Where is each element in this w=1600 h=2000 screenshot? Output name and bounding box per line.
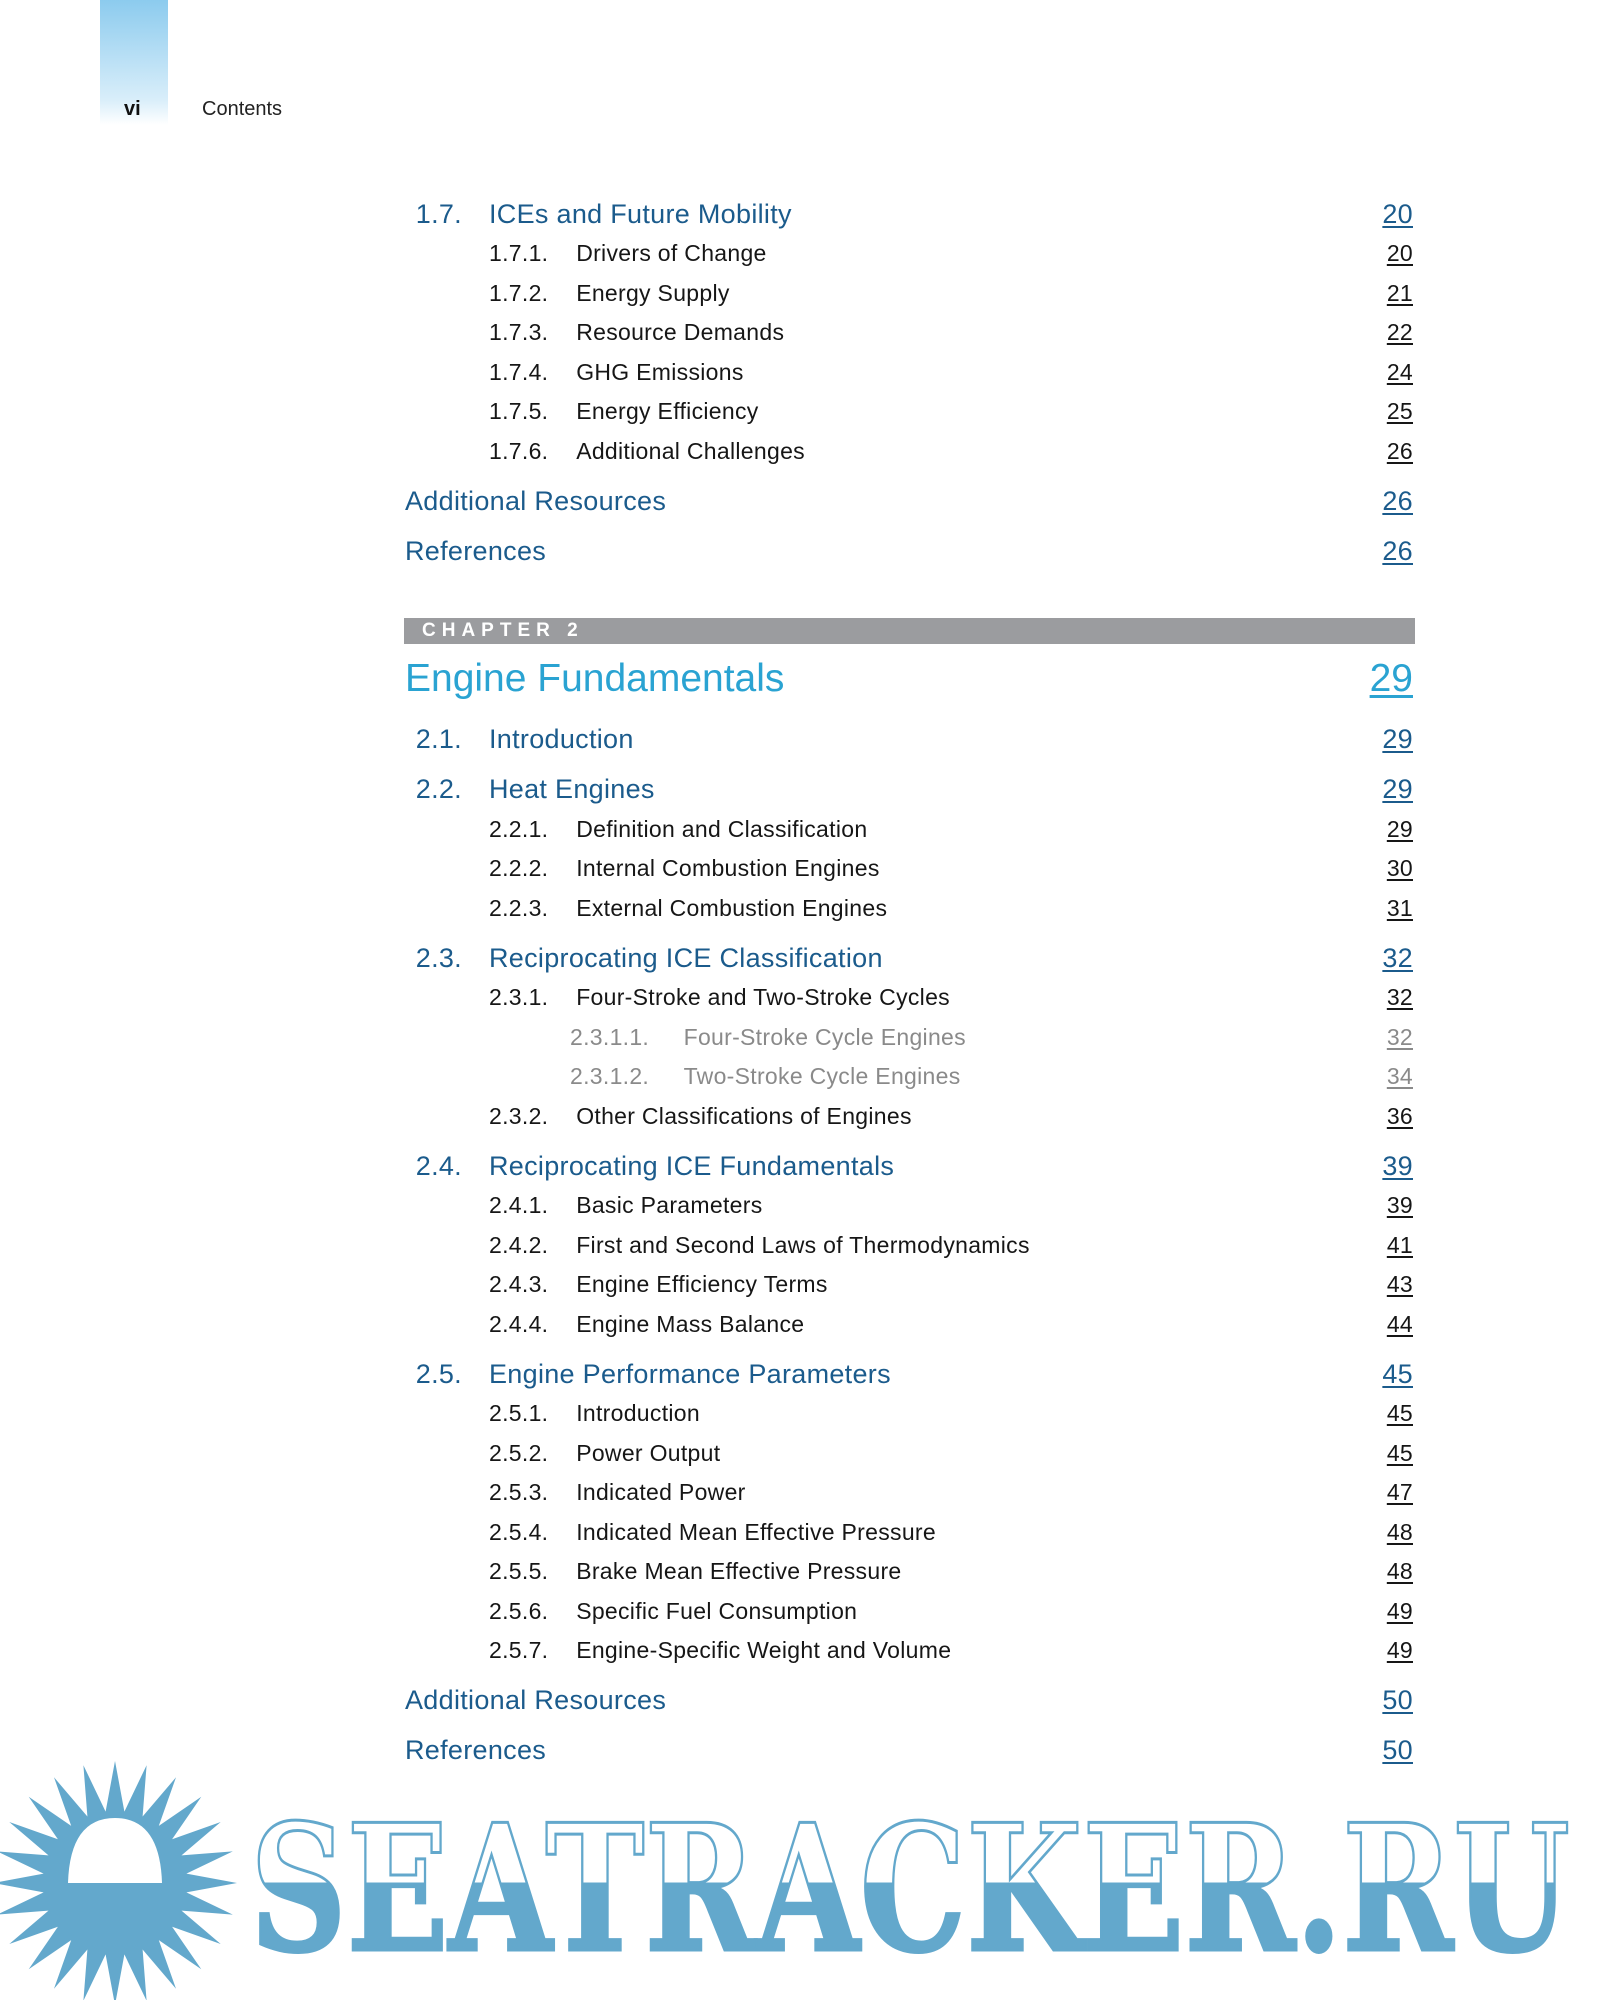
section-number: 2.3. (415, 942, 462, 973)
section-title[interactable]: Introduction (576, 1400, 700, 1426)
section-title[interactable]: Additional Challenges (576, 437, 805, 464)
section-number: 2.5. (415, 1358, 462, 1389)
page-link[interactable]: 26 (1382, 485, 1413, 516)
section-number: 2.4. (415, 1150, 462, 1181)
section-title[interactable]: Four-Stroke Cycle Engines (683, 1023, 966, 1050)
toc-entry[interactable] (0, 1592, 1600, 1632)
page-link[interactable]: 22 (1386, 319, 1413, 345)
toc-entry[interactable] (0, 939, 1600, 979)
toc-entry[interactable] (0, 313, 1600, 353)
page-link[interactable]: 20 (1386, 240, 1413, 266)
section-title[interactable]: Engine Performance Parameters (489, 1358, 891, 1389)
toc-entry[interactable] (0, 532, 1600, 572)
section-title[interactable]: Basic Parameters (576, 1192, 763, 1218)
section-title[interactable]: Power Output (576, 1439, 721, 1466)
chapter-label: CHAPTER 2 (404, 618, 1415, 644)
toc-entry[interactable] (0, 482, 1600, 522)
watermark-logo (0, 1760, 1600, 2000)
section-title[interactable]: Heat Engines (489, 774, 655, 804)
section-title[interactable]: Indicated Mean Effective Pressure (576, 1518, 936, 1545)
page-link[interactable]: 20 (1382, 198, 1413, 229)
section-number: 1.7.1. (489, 240, 549, 266)
section-number: 2.5.6. (489, 1597, 549, 1624)
toc-entry[interactable] (0, 1473, 1600, 1513)
section-number: 2.2. (415, 774, 462, 804)
page-link[interactable]: 50 (1382, 1735, 1413, 1765)
toc-entry[interactable] (0, 1226, 1600, 1266)
section-title[interactable]: Brake Mean Effective Pressure (576, 1558, 902, 1584)
toc-entry[interactable] (0, 1434, 1600, 1474)
page-link[interactable]: 21 (1386, 279, 1413, 306)
page-link[interactable]: 49 (1386, 1597, 1413, 1624)
toc-entry[interactable] (0, 770, 1600, 810)
section-number: 2.4.1. (489, 1192, 549, 1218)
chapter-page-link[interactable]: 29 (1369, 657, 1413, 700)
section-title[interactable]: References (405, 535, 547, 566)
toc-entry[interactable] (0, 234, 1600, 274)
toc-entry[interactable] (0, 1681, 1600, 1721)
section-title[interactable]: Four-Stroke and Two-Stroke Cycles (576, 984, 950, 1010)
toc-entry[interactable] (0, 1186, 1600, 1226)
page-link[interactable]: 32 (1386, 984, 1413, 1010)
table-of-contents (0, 184, 1600, 1771)
page-link[interactable]: 26 (1386, 437, 1413, 464)
page-link[interactable]: 31 (1386, 894, 1413, 921)
toc-entry[interactable] (0, 1057, 1600, 1097)
section-title[interactable]: Engine-Specific Weight and Volume (576, 1637, 952, 1663)
page-link[interactable]: 26 (1382, 535, 1413, 566)
page-link[interactable]: 29 (1382, 774, 1413, 804)
section-number: 1.7. (415, 198, 462, 229)
page-link[interactable]: 32 (1382, 942, 1413, 973)
section-number: 1.7.6. (489, 437, 549, 464)
page-link[interactable]: 25 (1386, 398, 1413, 424)
section-title[interactable]: Additional Resources (405, 485, 667, 516)
page-link[interactable]: 50 (1382, 1685, 1413, 1715)
section-title[interactable]: References (405, 1735, 547, 1765)
section-number: 1.7.5. (489, 398, 549, 424)
section-title[interactable]: Additional Resources (405, 1685, 667, 1715)
section-number: 2.2.2. (489, 855, 549, 881)
section-title[interactable]: Drivers of Change (576, 240, 767, 266)
page-link[interactable]: 41 (1386, 1231, 1413, 1258)
section-title[interactable]: Other Classifications of Engines (576, 1102, 912, 1129)
section-number: 2.3.1.2. (570, 1063, 650, 1089)
section-title[interactable]: GHG Emissions (576, 358, 744, 385)
toc-entry[interactable] (0, 1552, 1600, 1592)
section-title[interactable]: Reciprocating ICE Classification (489, 942, 883, 973)
toc-entry[interactable] (0, 1305, 1600, 1345)
page-link[interactable]: 34 (1386, 1063, 1413, 1089)
page-link[interactable]: 45 (1386, 1439, 1413, 1466)
section-title[interactable]: External Combustion Engines (576, 894, 888, 921)
section-title[interactable]: Energy Efficiency (576, 398, 759, 424)
toc-entry[interactable] (0, 1018, 1600, 1058)
section-number: 2.5.5. (489, 1558, 549, 1584)
page-link[interactable]: 43 (1386, 1271, 1413, 1297)
section-number: 1.7.2. (489, 279, 549, 306)
section-title[interactable]: Reciprocating ICE Fundamentals (489, 1150, 895, 1181)
toc-entry[interactable] (0, 195, 1600, 235)
page-link[interactable]: 45 (1382, 1358, 1413, 1389)
section-title[interactable]: Introduction (489, 724, 634, 754)
page-link[interactable]: 39 (1386, 1192, 1413, 1218)
section-number: 2.4.4. (489, 1310, 549, 1337)
page-link[interactable]: 24 (1386, 358, 1413, 385)
watermark-text: SEATRACKER.RU (250, 1787, 1570, 1992)
toc-entry[interactable] (0, 1513, 1600, 1553)
toc-entry[interactable] (0, 274, 1600, 314)
section-title[interactable]: Specific Fuel Consumption (576, 1597, 858, 1624)
page-link[interactable]: 48 (1386, 1558, 1413, 1584)
section-number: 2.5.3. (489, 1479, 549, 1505)
section-number: 2.5.1. (489, 1400, 549, 1426)
section-title[interactable]: Indicated Power (576, 1479, 746, 1505)
section-number: 2.5.7. (489, 1637, 549, 1663)
toc-entry[interactable] (0, 1265, 1600, 1305)
section-number: 1.7.3. (489, 319, 549, 345)
chapter-title[interactable]: Engine Fundamentals (405, 657, 785, 700)
section-number: 2.2.3. (489, 894, 549, 921)
toc-entry[interactable] (0, 720, 1600, 760)
section-number: 2.5.4. (489, 1518, 549, 1545)
toc-entry[interactable] (0, 1355, 1600, 1395)
section-number: 2.3.2. (489, 1102, 549, 1129)
toc-entry[interactable] (0, 1097, 1600, 1137)
page-link[interactable]: 44 (1386, 1310, 1413, 1337)
toc-entry[interactable] (0, 353, 1600, 393)
section-number: 2.3.1.1. (570, 1023, 650, 1050)
toc-entry[interactable] (0, 392, 1600, 432)
page-link[interactable]: 29 (1382, 724, 1413, 754)
section-number: 2.4.3. (489, 1271, 549, 1297)
page-link[interactable]: 36 (1386, 1102, 1413, 1129)
section-title[interactable]: ICEs and Future Mobility (489, 198, 792, 229)
section-number: 2.1. (415, 724, 462, 754)
toc-entry[interactable] (0, 1147, 1600, 1187)
chapter-title-row[interactable] (0, 654, 1600, 704)
section-title[interactable]: Definition and Classification (576, 815, 868, 842)
running-head: Contents (202, 98, 283, 120)
section-title[interactable]: Internal Combustion Engines (576, 855, 880, 881)
section-title[interactable]: Resource Demands (576, 319, 785, 345)
section-number: 2.5.2. (489, 1439, 549, 1466)
toc-entry[interactable] (0, 1631, 1600, 1671)
toc-entry[interactable] (0, 889, 1600, 929)
toc-entry[interactable] (0, 1394, 1600, 1434)
page-link[interactable]: 32 (1386, 1023, 1413, 1050)
section-number: 2.3.1. (489, 984, 549, 1010)
section-title[interactable]: Engine Efficiency Terms (576, 1271, 828, 1297)
section-number: 1.7.4. (489, 358, 549, 385)
toc-entry[interactable] (0, 810, 1600, 850)
toc-entry[interactable] (0, 432, 1600, 472)
section-title[interactable]: Engine Mass Balance (576, 1310, 805, 1337)
page-link[interactable]: 30 (1386, 855, 1413, 881)
page-number: vi (124, 98, 141, 120)
section-number: 2.4.2. (489, 1231, 549, 1258)
section-title[interactable]: Two-Stroke Cycle Engines (683, 1063, 961, 1089)
page-link[interactable]: 29 (1386, 815, 1413, 842)
page-link[interactable]: 45 (1386, 1400, 1413, 1426)
toc-entry[interactable] (0, 849, 1600, 889)
section-number: 2.2.1. (489, 815, 549, 842)
page-link[interactable]: 49 (1386, 1637, 1413, 1663)
toc-entry[interactable] (0, 978, 1600, 1018)
page-link[interactable]: 39 (1382, 1150, 1413, 1181)
section-title[interactable]: Energy Supply (576, 279, 730, 306)
section-title[interactable]: First and Second Laws of Thermodynamics (576, 1231, 1030, 1258)
page-link[interactable]: 47 (1386, 1479, 1413, 1505)
page-link[interactable]: 48 (1386, 1518, 1413, 1545)
